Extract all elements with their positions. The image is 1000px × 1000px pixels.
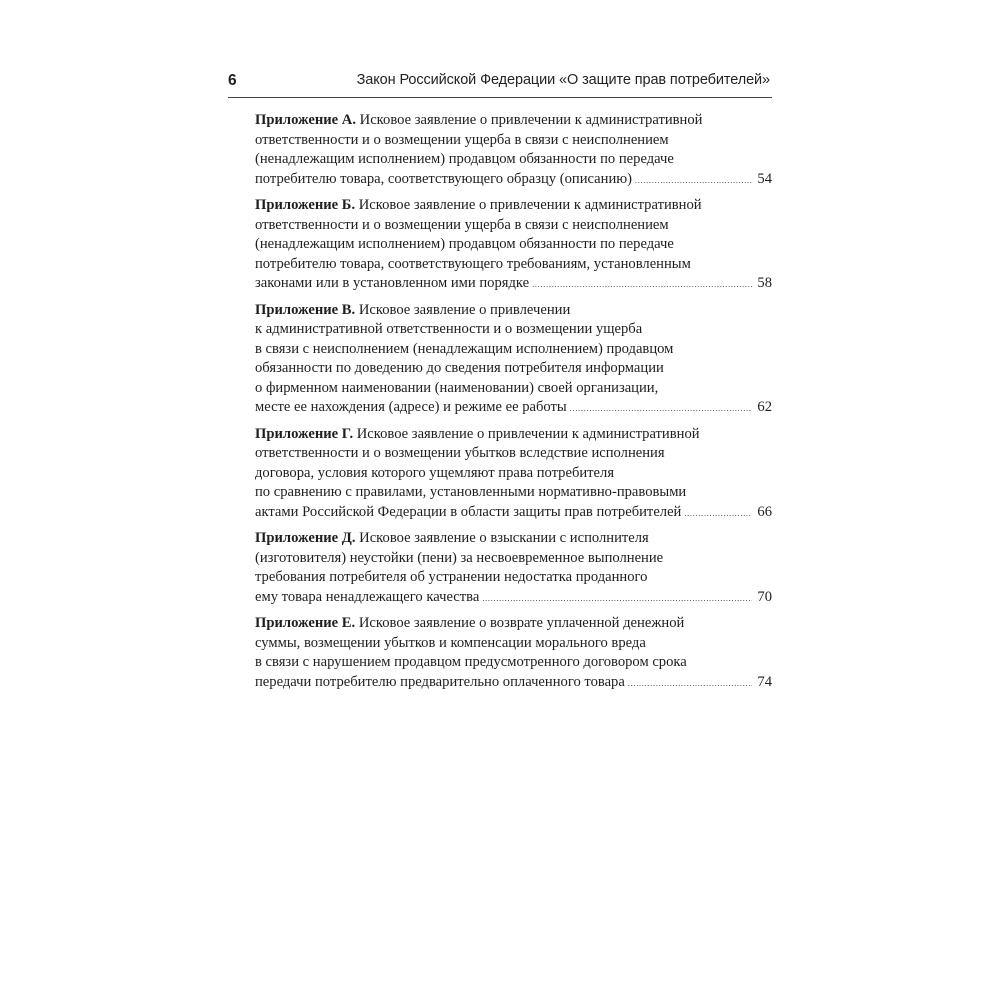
toc-line [255, 653, 772, 673]
table-of-contents [255, 111, 772, 699]
toc-entry-text: требования потребителя об устранении недостатка проданного [255, 569, 648, 585]
toc-entry-text: Исковое заявление о привлечении к административной [359, 112, 703, 128]
toc-entry-text: ему товара ненадлежащего качества [255, 588, 480, 605]
toc-entry-text: актами Российской Федерации в области защиты прав потребителей [255, 503, 682, 520]
toc-entry-text: Исковое заявление о привлечении [358, 301, 571, 318]
toc-entry [255, 301, 772, 418]
toc-line-text-wrap [255, 256, 691, 272]
toc-page-number: 54 [757, 170, 772, 187]
toc-line-text-wrap [255, 550, 663, 566]
toc-entry-text: (изготовителя) неустойки (пени) за несвоевременное выполнение [255, 549, 664, 566]
toc-page-number: 74 [757, 673, 772, 690]
toc-line [255, 235, 772, 255]
page-number: 6 [228, 72, 237, 89]
toc-entry-label: Приложение Б. [255, 197, 356, 213]
toc-line-text-wrap [255, 302, 570, 318]
toc-entry-text: в связи с нарушением продавцом предусмотренного договором срока [255, 654, 687, 670]
toc-entry-text: Исковое заявление о взыскании с исполнителя [359, 530, 649, 546]
toc-line-text-wrap [255, 615, 684, 631]
toc-page-number: 58 [757, 275, 772, 291]
toc-entry-text: ответственности и о возмещении ущерба в связи с неисполнением [255, 216, 669, 233]
toc-entry-text: к административной ответственности и о возмещении ущерба [255, 321, 643, 337]
toc-line-text-wrap [255, 588, 479, 608]
toc-entry [255, 614, 772, 692]
toc-entry-text: потребителю товара, соответствующего требованиям, установленным [255, 255, 691, 272]
toc-line [255, 274, 772, 294]
page-header [228, 72, 772, 96]
toc-line-text-wrap [255, 321, 642, 337]
toc-entry-text: передачи потребителю предварительно оплаченного товара [255, 673, 625, 690]
toc-line [255, 196, 772, 216]
toc-line [255, 673, 772, 693]
toc-line [255, 216, 772, 236]
toc-line-text-wrap [255, 197, 702, 213]
toc-entry-text: обязанности по доведению до сведения потребителя информации [255, 360, 664, 376]
toc-line-text-wrap [255, 654, 687, 670]
toc-entry-text: о фирменном наименовании (наименовании) своей организации, [255, 379, 659, 396]
toc-line-text-wrap [255, 170, 632, 190]
toc-line [255, 529, 772, 549]
dot-leader [482, 588, 752, 609]
toc-line [255, 425, 772, 445]
toc-line-text-wrap [255, 530, 649, 546]
dot-leader [532, 274, 752, 295]
toc-line-text-wrap [255, 426, 700, 442]
toc-line-text-wrap [255, 445, 665, 461]
toc-page-number: 66 [757, 503, 772, 520]
toc-entry-text: по сравнению с правилами, установленными нормативно-правовыми [255, 484, 687, 500]
toc-line-text-wrap [255, 274, 529, 294]
toc-entry-text: Исковое заявление о возврате уплаченной денежной [358, 615, 685, 631]
toc-entry-text: договора, условия которого ущемляют права потребителя [255, 464, 615, 481]
toc-line [255, 483, 772, 503]
dot-leader [628, 673, 752, 694]
toc-line [255, 464, 772, 484]
toc-line [255, 320, 772, 340]
toc-entry-text: месте ее нахождения (адресе) и режиме ее работы [255, 399, 567, 415]
toc-line-text-wrap [255, 635, 646, 651]
toc-line [255, 170, 772, 190]
toc-line-text-wrap [255, 360, 664, 376]
toc-line-text-wrap [255, 484, 686, 500]
toc-entry-text: в связи с неисполнением (ненадлежащим исполнением) продавцом [255, 340, 674, 357]
toc-entry-label: Приложение Е. [255, 615, 356, 631]
toc-entry-text: ответственности и о возмещении убытков вследствие исполнения [255, 445, 665, 461]
toc-line [255, 255, 772, 275]
toc-entry-text: ответственности и о возмещении ущерба в связи с неисполнением [255, 131, 669, 148]
toc-entry [255, 196, 772, 294]
toc-entry-text: Исковое заявление о привлечении к административной [356, 425, 700, 442]
toc-line-text-wrap [255, 132, 669, 148]
toc-entry-text: Исковое заявление о привлечении к административной [358, 197, 702, 213]
toc-line [255, 340, 772, 360]
toc-line [255, 301, 772, 321]
toc-line-text-wrap [255, 569, 647, 585]
toc-line-text-wrap [255, 465, 614, 481]
toc-line [255, 588, 772, 608]
toc-entry-label: Приложение Г. [255, 425, 354, 442]
toc-line [255, 131, 772, 151]
toc-line [255, 503, 772, 523]
toc-entry-text: потребителю товара, соответствующего образцу (описанию) [255, 170, 633, 187]
toc-entry-label: Приложение А. [255, 112, 356, 128]
toc-entry [255, 111, 772, 189]
toc-line-text-wrap [255, 217, 669, 233]
dot-leader [684, 503, 752, 524]
header-rule [228, 97, 772, 98]
toc-entry-text: суммы, возмещении убытков и компенсации морального вреда [255, 634, 646, 651]
toc-entry [255, 425, 772, 523]
toc-line [255, 614, 772, 634]
toc-entry-text: законами или в установленном ими порядке [255, 275, 530, 291]
toc-line-text-wrap [255, 380, 658, 396]
toc-line-text-wrap [255, 341, 673, 357]
toc-line-text-wrap [255, 673, 625, 693]
toc-line-text-wrap [255, 503, 681, 523]
toc-entry-text: (ненадлежащим исполнением) продавцом обязанности по передаче [255, 151, 674, 167]
running-title: Закон Российской Федерации «О защите прав потребителей» [356, 72, 770, 88]
toc-line-text-wrap [255, 398, 567, 418]
toc-page-number: 70 [757, 588, 772, 605]
toc-entry-text: (ненадлежащим исполнением) продавцом обязанности по передаче [255, 236, 674, 252]
toc-line [255, 549, 772, 569]
toc-line [255, 568, 772, 588]
toc-entry-label: Приложение В. [255, 301, 356, 318]
toc-line [255, 634, 772, 654]
toc-line [255, 150, 772, 170]
toc-line [255, 398, 772, 418]
toc-line [255, 359, 772, 379]
toc-line [255, 111, 772, 131]
dot-leader [635, 170, 752, 191]
toc-entry [255, 529, 772, 607]
toc-line-text-wrap [255, 151, 674, 167]
toc-page-number: 62 [757, 399, 772, 415]
toc-entry-label: Приложение Д. [255, 530, 356, 546]
dot-leader [570, 398, 752, 419]
toc-line [255, 444, 772, 464]
toc-line-text-wrap [255, 236, 674, 252]
toc-line [255, 379, 772, 399]
toc-line-text-wrap [255, 112, 702, 128]
